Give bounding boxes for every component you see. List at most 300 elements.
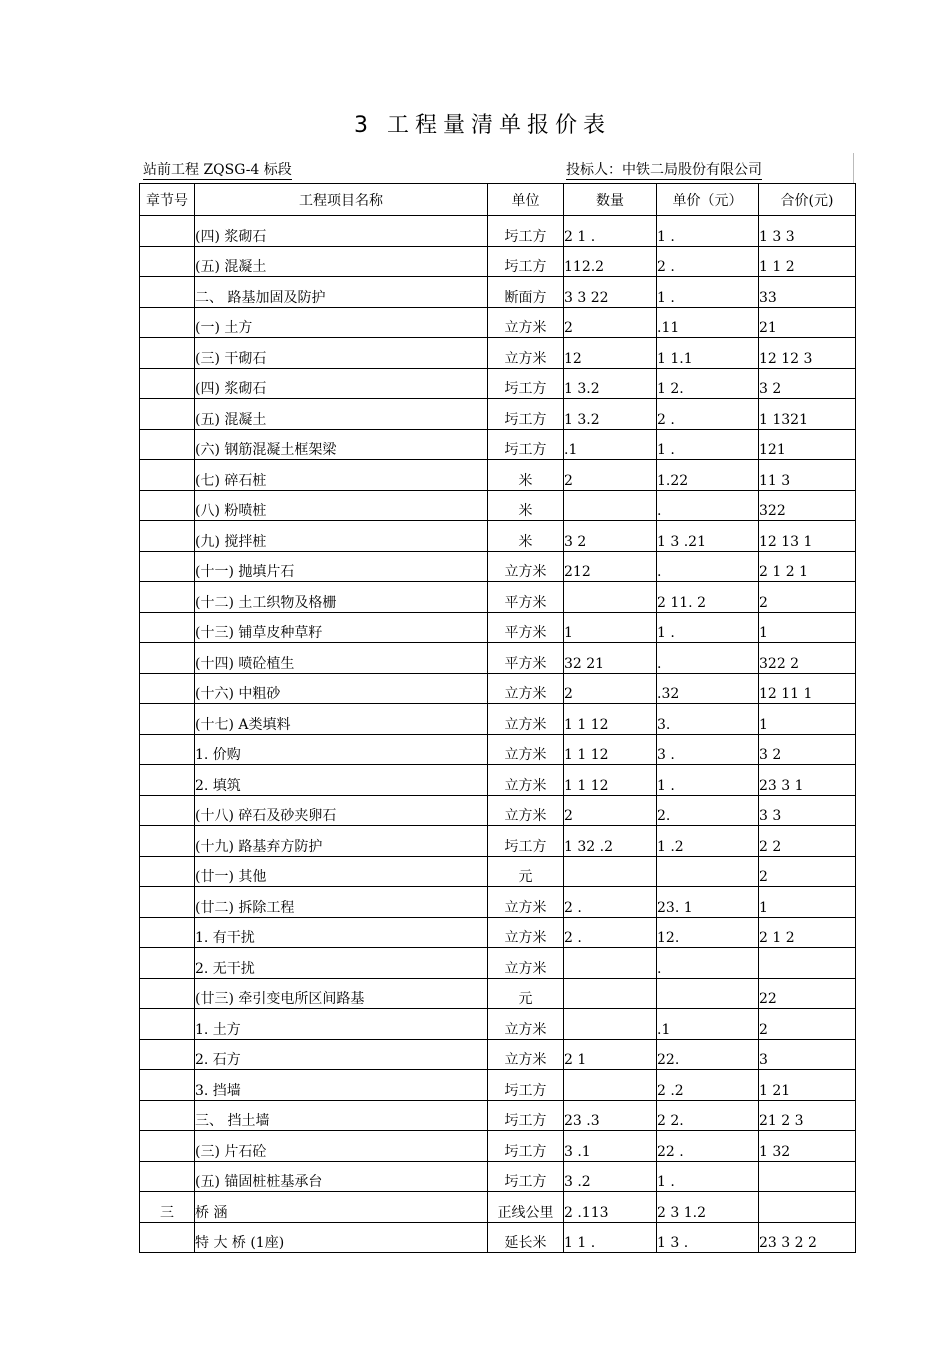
cell-quantity bbox=[564, 856, 657, 887]
cell-unit bbox=[488, 948, 564, 979]
table-row bbox=[140, 795, 856, 826]
cell-item-name-text: (五) 混凝土 bbox=[195, 259, 267, 275]
cell-item-name-text: (五) 混凝土 bbox=[195, 411, 267, 428]
cell-quantity bbox=[564, 490, 657, 521]
cell-unit bbox=[488, 277, 564, 308]
cell-chapter-code bbox=[140, 551, 195, 582]
cell-total-text: 12 11 1 bbox=[759, 686, 813, 702]
cell-chapter-code bbox=[140, 826, 195, 857]
cell-total bbox=[759, 521, 856, 552]
cell-total bbox=[759, 948, 856, 979]
column-header-name: 工程项目名称 bbox=[195, 184, 488, 216]
cell-item-name-text: (十一) 抛填片石 bbox=[195, 564, 295, 580]
cell-unit bbox=[488, 734, 564, 765]
table-row bbox=[140, 582, 856, 613]
cell-unit bbox=[488, 673, 564, 704]
cell-item-name-text: (九) 搅拌桩 bbox=[195, 533, 267, 550]
column-header-code: 章节号 bbox=[140, 184, 195, 216]
cell-unit-text: 立方米 bbox=[504, 899, 547, 916]
cell-quantity-text: 3 .1 bbox=[564, 1143, 591, 1160]
cell-unit-price bbox=[657, 429, 759, 460]
cell-item-name bbox=[195, 734, 488, 765]
cell-item-name-text: (一) 土方 bbox=[195, 320, 253, 336]
cell-unit-price-text: 1 3 .21 bbox=[657, 533, 706, 550]
cell-unit-text: 平方米 bbox=[504, 625, 547, 641]
cell-chapter-code bbox=[140, 368, 195, 399]
cell-quantity bbox=[564, 399, 657, 430]
cell-quantity-text: 2 . bbox=[564, 899, 582, 916]
cell-total-text: 23 3 1 bbox=[759, 777, 804, 794]
cell-chapter-code bbox=[140, 399, 195, 430]
column-header-unit: 单位 bbox=[488, 184, 564, 216]
cell-quantity bbox=[564, 1009, 657, 1040]
cell-unit-price-text: 23. 1 bbox=[657, 899, 693, 916]
cell-unit-text: 圬工方 bbox=[504, 411, 547, 428]
cell-total-text: 3 bbox=[759, 1052, 768, 1068]
cell-quantity bbox=[564, 277, 657, 308]
cell-quantity bbox=[564, 460, 657, 491]
cell-total bbox=[759, 216, 856, 247]
cell-total-text: 21 2 3 bbox=[759, 1113, 804, 1129]
cell-item-name bbox=[195, 368, 488, 399]
column-header-unit-price: 单价（元） bbox=[657, 184, 759, 216]
table-row bbox=[140, 887, 856, 918]
table-row bbox=[140, 368, 856, 399]
cell-item-name bbox=[195, 978, 488, 1009]
table-row bbox=[140, 734, 856, 765]
cell-item-name bbox=[195, 1161, 488, 1192]
cell-quantity bbox=[564, 216, 657, 247]
cell-quantity bbox=[564, 765, 657, 796]
cell-unit-price bbox=[657, 1009, 759, 1040]
cell-quantity bbox=[564, 1161, 657, 1192]
cell-item-name bbox=[195, 521, 488, 552]
table-row bbox=[140, 1161, 856, 1192]
cell-unit-price bbox=[657, 399, 759, 430]
cell-total-text: 1 32 bbox=[759, 1143, 791, 1160]
cell-total bbox=[759, 856, 856, 887]
table-row bbox=[140, 216, 856, 247]
cell-item-name bbox=[195, 887, 488, 918]
cell-item-name-text: (三) 干砌石 bbox=[195, 350, 267, 367]
cell-unit-text: 立方米 bbox=[504, 564, 547, 580]
cell-unit bbox=[488, 1009, 564, 1040]
table-row bbox=[140, 765, 856, 796]
cell-item-name bbox=[195, 1009, 488, 1040]
cell-total-text: 1 bbox=[759, 899, 768, 916]
cell-quantity bbox=[564, 338, 657, 369]
cell-unit-price-text: 1 3 . bbox=[657, 1235, 689, 1251]
cell-item-name bbox=[195, 1131, 488, 1162]
table-row bbox=[140, 399, 856, 430]
cell-total-text: 3 2 bbox=[759, 747, 782, 763]
cell-total-text: 11 3 bbox=[759, 472, 791, 489]
cell-total bbox=[759, 643, 856, 674]
cell-item-name bbox=[195, 1192, 488, 1223]
table-row bbox=[140, 551, 856, 582]
cell-chapter-code bbox=[140, 1039, 195, 1070]
cell-item-name bbox=[195, 1222, 488, 1253]
cell-quantity-text: 23 .3 bbox=[564, 1113, 600, 1129]
cell-unit-text: 圬工方 bbox=[504, 442, 547, 458]
cell-unit-text: 圬工方 bbox=[504, 1113, 547, 1129]
table-row bbox=[140, 307, 856, 338]
cell-unit-price-text: 2 .2 bbox=[657, 1082, 684, 1099]
cell-unit-price-text: 22 . bbox=[657, 1143, 684, 1160]
cell-unit-price-text: 1 . bbox=[657, 625, 675, 641]
cell-chapter-code bbox=[140, 765, 195, 796]
cell-unit bbox=[488, 551, 564, 582]
cell-item-name-text: 2. 填筑 bbox=[195, 777, 241, 794]
table-row bbox=[140, 1009, 856, 1040]
cell-item-name-text: 1. 土方 bbox=[195, 1021, 241, 1038]
cell-chapter-code bbox=[140, 216, 195, 247]
cell-item-name bbox=[195, 551, 488, 582]
cell-unit-price-text: . bbox=[657, 655, 662, 672]
cell-unit-text: 圬工方 bbox=[504, 838, 547, 855]
cell-unit bbox=[488, 887, 564, 918]
cell-unit bbox=[488, 490, 564, 521]
cell-unit-text: 立方米 bbox=[504, 350, 547, 367]
cell-item-name-text: 2. 石方 bbox=[195, 1052, 241, 1068]
cell-quantity-text: 3 .2 bbox=[564, 1174, 591, 1190]
cell-unit-text: 圬工方 bbox=[504, 1082, 547, 1099]
cell-quantity bbox=[564, 1131, 657, 1162]
cell-chapter-code bbox=[140, 1100, 195, 1131]
cell-unit-text: 立方米 bbox=[504, 960, 547, 977]
table-row bbox=[140, 673, 856, 704]
cell-item-name bbox=[195, 582, 488, 613]
cell-quantity-text: 1 bbox=[564, 625, 573, 641]
page-title: 3 工程量清单报价表 bbox=[354, 113, 611, 138]
cell-quantity-text: 112.2 bbox=[564, 259, 605, 275]
cell-chapter-code bbox=[140, 338, 195, 369]
cell-unit bbox=[488, 216, 564, 247]
cell-total-text: 1 21 bbox=[759, 1082, 791, 1099]
cell-unit bbox=[488, 1192, 564, 1223]
cell-unit-price bbox=[657, 612, 759, 643]
cell-unit-text: 立方米 bbox=[504, 320, 547, 336]
cell-total bbox=[759, 1192, 856, 1223]
cell-unit-text: 米 bbox=[518, 503, 533, 519]
cell-quantity-text: 2 bbox=[564, 808, 573, 824]
cell-unit bbox=[488, 795, 564, 826]
cell-total-text: 2 bbox=[759, 869, 768, 885]
cell-quantity-text: 212 bbox=[564, 564, 591, 580]
cell-quantity-text: 2 1 bbox=[564, 1052, 587, 1068]
cell-unit-price-text: 12. bbox=[657, 930, 680, 946]
table-row bbox=[140, 460, 856, 491]
table-row bbox=[140, 338, 856, 369]
cell-total-text: 2 bbox=[759, 594, 768, 611]
cell-unit bbox=[488, 307, 564, 338]
cell-quantity bbox=[564, 673, 657, 704]
cell-item-name-text: (十九) 路基弃方防护 bbox=[195, 838, 323, 855]
cell-item-name-text: 1. 有干扰 bbox=[195, 930, 255, 946]
cell-unit-price-text: . bbox=[657, 564, 662, 580]
cell-unit-text: 断面方 bbox=[504, 289, 547, 306]
cell-unit-price-text: 2 11. 2 bbox=[657, 594, 706, 611]
cell-quantity-text: 1 32 .2 bbox=[564, 838, 613, 855]
cell-item-name bbox=[195, 856, 488, 887]
cell-unit-price-text: 1 1.1 bbox=[657, 350, 693, 367]
table-row bbox=[140, 948, 856, 979]
table-row bbox=[140, 1100, 856, 1131]
table-row bbox=[140, 643, 856, 674]
cell-unit-price-text: 2. bbox=[657, 808, 671, 824]
cell-unit bbox=[488, 460, 564, 491]
cell-chapter-code bbox=[140, 1131, 195, 1162]
cell-chapter-code bbox=[140, 277, 195, 308]
cell-unit-price bbox=[657, 216, 759, 247]
cell-total-text: 3 2 bbox=[759, 381, 782, 397]
cell-unit-text: 米 bbox=[518, 472, 533, 489]
cell-unit bbox=[488, 978, 564, 1009]
cell-unit-price bbox=[657, 246, 759, 277]
cell-unit-price bbox=[657, 917, 759, 948]
table-row bbox=[140, 246, 856, 277]
cell-unit-price bbox=[657, 277, 759, 308]
cell-total bbox=[759, 399, 856, 430]
cell-item-name-text: (三) 片石砼 bbox=[195, 1143, 267, 1160]
cell-total-text: 21 bbox=[759, 320, 777, 336]
cell-total bbox=[759, 704, 856, 735]
table-row bbox=[140, 429, 856, 460]
cell-item-name bbox=[195, 795, 488, 826]
cell-unit-price bbox=[657, 582, 759, 613]
cell-chapter-code bbox=[140, 704, 195, 735]
cell-total-text: 2 2 bbox=[759, 838, 782, 855]
cell-chapter-code bbox=[140, 582, 195, 613]
cell-unit-text: 立方米 bbox=[504, 747, 547, 763]
cell-unit-price bbox=[657, 1039, 759, 1070]
cell-quantity bbox=[564, 704, 657, 735]
cell-unit bbox=[488, 917, 564, 948]
cell-unit-price bbox=[657, 490, 759, 521]
cell-item-name-text: (十三) 铺草皮种草籽 bbox=[195, 625, 323, 641]
cell-item-name-text: 2. 无干扰 bbox=[195, 960, 255, 977]
cell-total bbox=[759, 246, 856, 277]
cell-unit bbox=[488, 704, 564, 735]
cell-unit-price bbox=[657, 1100, 759, 1131]
cell-quantity bbox=[564, 612, 657, 643]
cell-total-text: 3 3 bbox=[759, 808, 782, 824]
cell-unit-price bbox=[657, 795, 759, 826]
cell-unit-text: 立方米 bbox=[504, 777, 547, 794]
cell-quantity-text: 2 . bbox=[564, 930, 582, 946]
cell-item-name-text: 桥 涵 bbox=[195, 1204, 228, 1221]
cell-quantity bbox=[564, 1100, 657, 1131]
table-row bbox=[140, 1131, 856, 1162]
cell-unit-price bbox=[657, 1070, 759, 1101]
cell-quantity bbox=[564, 734, 657, 765]
cell-total bbox=[759, 826, 856, 857]
margin-rule bbox=[853, 153, 854, 183]
cell-chapter-code bbox=[140, 673, 195, 704]
cell-item-name-text: 二、 路基加固及防护 bbox=[195, 289, 326, 306]
cell-unit-text: 圬工方 bbox=[504, 1143, 547, 1160]
table-row bbox=[140, 856, 856, 887]
cell-total-text: 12 12 3 bbox=[759, 350, 813, 367]
cell-unit-text: 圬工方 bbox=[504, 381, 547, 397]
cell-unit-text: 立方米 bbox=[504, 716, 547, 733]
cell-item-name-text: (十四) 喷砼植生 bbox=[195, 655, 295, 672]
cell-unit-price-text: 1 2. bbox=[657, 381, 684, 397]
cell-unit-price-text: 3 . bbox=[657, 747, 675, 763]
cell-item-name bbox=[195, 917, 488, 948]
cell-quantity bbox=[564, 368, 657, 399]
cell-chapter-code bbox=[140, 490, 195, 521]
cell-total bbox=[759, 765, 856, 796]
cell-total-text: 23 3 2 2 bbox=[759, 1235, 817, 1251]
cell-chapter-code-text: 三 bbox=[160, 1204, 174, 1221]
cell-unit-price bbox=[657, 643, 759, 674]
cell-quantity-text: 2 bbox=[564, 686, 573, 702]
cell-total bbox=[759, 582, 856, 613]
cell-chapter-code bbox=[140, 887, 195, 918]
cell-total-text: 22 bbox=[759, 991, 777, 1007]
cell-item-name bbox=[195, 643, 488, 674]
cell-unit bbox=[488, 399, 564, 430]
cell-unit bbox=[488, 1222, 564, 1253]
cell-total-text: 322 bbox=[759, 503, 786, 519]
cell-total bbox=[759, 917, 856, 948]
cell-item-name bbox=[195, 490, 488, 521]
cell-unit-text: 立方米 bbox=[504, 1021, 547, 1038]
cell-item-name-text: (五) 锚固桩桩基承台 bbox=[195, 1174, 323, 1190]
cell-item-name bbox=[195, 1039, 488, 1070]
cell-quantity-text: 32 21 bbox=[564, 655, 605, 672]
cell-unit-price-text: 2 . bbox=[657, 259, 675, 275]
cell-quantity-text: 2 .113 bbox=[564, 1204, 609, 1221]
cell-unit-text: 延长米 bbox=[504, 1235, 547, 1251]
table-row bbox=[140, 917, 856, 948]
cell-item-name bbox=[195, 673, 488, 704]
cell-item-name bbox=[195, 429, 488, 460]
cell-quantity-text: 3 3 22 bbox=[564, 289, 609, 306]
cell-unit-price bbox=[657, 734, 759, 765]
table-header-row bbox=[140, 184, 856, 216]
cell-unit-price bbox=[657, 1222, 759, 1253]
cell-item-name bbox=[195, 338, 488, 369]
cell-unit bbox=[488, 826, 564, 857]
cell-item-name bbox=[195, 399, 488, 430]
cell-total-text: 1 bbox=[759, 716, 768, 733]
cell-unit-price bbox=[657, 978, 759, 1009]
cell-unit-text: 平方米 bbox=[504, 594, 547, 611]
cell-total-text: 322 2 bbox=[759, 655, 800, 672]
cell-unit bbox=[488, 429, 564, 460]
column-header-total: 合价(元) bbox=[759, 184, 856, 216]
cell-quantity bbox=[564, 429, 657, 460]
cell-item-name-text: 1. 价购 bbox=[195, 747, 241, 763]
cell-unit-price bbox=[657, 460, 759, 491]
cell-unit bbox=[488, 643, 564, 674]
cell-chapter-code bbox=[140, 795, 195, 826]
cell-unit-price-text: 1 . bbox=[657, 1174, 675, 1190]
cell-total-text: 1 1 2 bbox=[759, 259, 795, 275]
cell-unit bbox=[488, 856, 564, 887]
cell-chapter-code bbox=[140, 1070, 195, 1101]
cell-total bbox=[759, 307, 856, 338]
cell-item-name-text: (十二) 土工织物及格栅 bbox=[195, 594, 337, 611]
cell-quantity bbox=[564, 978, 657, 1009]
cell-item-name bbox=[195, 246, 488, 277]
cell-item-name bbox=[195, 765, 488, 796]
cell-total bbox=[759, 1131, 856, 1162]
table-row bbox=[140, 978, 856, 1009]
cell-unit-price bbox=[657, 765, 759, 796]
cell-quantity-text: 1 1 . bbox=[564, 1235, 596, 1251]
table-row bbox=[140, 826, 856, 857]
cell-unit-price bbox=[657, 673, 759, 704]
cell-item-name-text: (十七) A类填料 bbox=[195, 716, 291, 733]
cell-unit-price bbox=[657, 887, 759, 918]
cell-unit-price bbox=[657, 521, 759, 552]
table-body bbox=[140, 216, 856, 1253]
cell-item-name-text: (四) 浆砌石 bbox=[195, 228, 267, 245]
cell-total-text: 121 bbox=[759, 442, 786, 458]
cell-unit-text: 圬工方 bbox=[504, 228, 547, 245]
cell-item-name bbox=[195, 307, 488, 338]
cell-unit bbox=[488, 765, 564, 796]
cell-total bbox=[759, 277, 856, 308]
cell-unit bbox=[488, 1100, 564, 1131]
cell-total-text: 2 1 2 bbox=[759, 930, 795, 946]
cell-item-name-text: (廿二) 拆除工程 bbox=[195, 899, 295, 916]
cell-item-name-text: (廿三) 牵引变电所区间路基 bbox=[195, 991, 365, 1007]
cell-unit-price bbox=[657, 307, 759, 338]
cell-quantity bbox=[564, 948, 657, 979]
cell-chapter-code bbox=[140, 612, 195, 643]
cell-item-name bbox=[195, 1070, 488, 1101]
cell-unit-price-text: . bbox=[657, 503, 662, 519]
cell-unit-price bbox=[657, 338, 759, 369]
cell-quantity-text: 3 2 bbox=[564, 533, 587, 550]
cell-unit-price bbox=[657, 551, 759, 582]
cell-unit-price-text: . bbox=[657, 960, 662, 977]
cell-unit-text: 立方米 bbox=[504, 686, 547, 702]
cell-unit-price bbox=[657, 1161, 759, 1192]
cell-unit-price-text: .1 bbox=[657, 1021, 671, 1038]
cell-unit-text: 立方米 bbox=[504, 930, 547, 946]
bidder-label: 投标人：中铁二局股份有限公司 bbox=[566, 162, 762, 178]
cell-unit-price-text: 2 2. bbox=[657, 1113, 684, 1129]
cell-quantity bbox=[564, 1039, 657, 1070]
cell-item-name bbox=[195, 1100, 488, 1131]
cell-item-name-text: (十八) 碎石及砂夹卵石 bbox=[195, 808, 337, 824]
cell-unit-text: 立方米 bbox=[504, 808, 547, 824]
cell-quantity-text: 2 bbox=[564, 472, 573, 489]
cell-total bbox=[759, 673, 856, 704]
cell-unit bbox=[488, 521, 564, 552]
cell-chapter-code bbox=[140, 1161, 195, 1192]
cell-item-name bbox=[195, 216, 488, 247]
cell-total bbox=[759, 551, 856, 582]
cell-unit-price-text: 1.22 bbox=[657, 472, 689, 489]
cell-total bbox=[759, 490, 856, 521]
cell-quantity-text: 1 3.2 bbox=[564, 411, 600, 428]
cell-chapter-code bbox=[140, 1192, 195, 1223]
cell-total bbox=[759, 1161, 856, 1192]
cell-quantity-text: 1 3.2 bbox=[564, 381, 600, 397]
cell-unit-price-text: 1 . bbox=[657, 777, 675, 794]
cell-total bbox=[759, 887, 856, 918]
cell-item-name-text: (十六) 中粗砂 bbox=[195, 686, 281, 702]
cell-quantity bbox=[564, 307, 657, 338]
cell-quantity-text: 2 1 . bbox=[564, 228, 596, 245]
cell-quantity bbox=[564, 917, 657, 948]
